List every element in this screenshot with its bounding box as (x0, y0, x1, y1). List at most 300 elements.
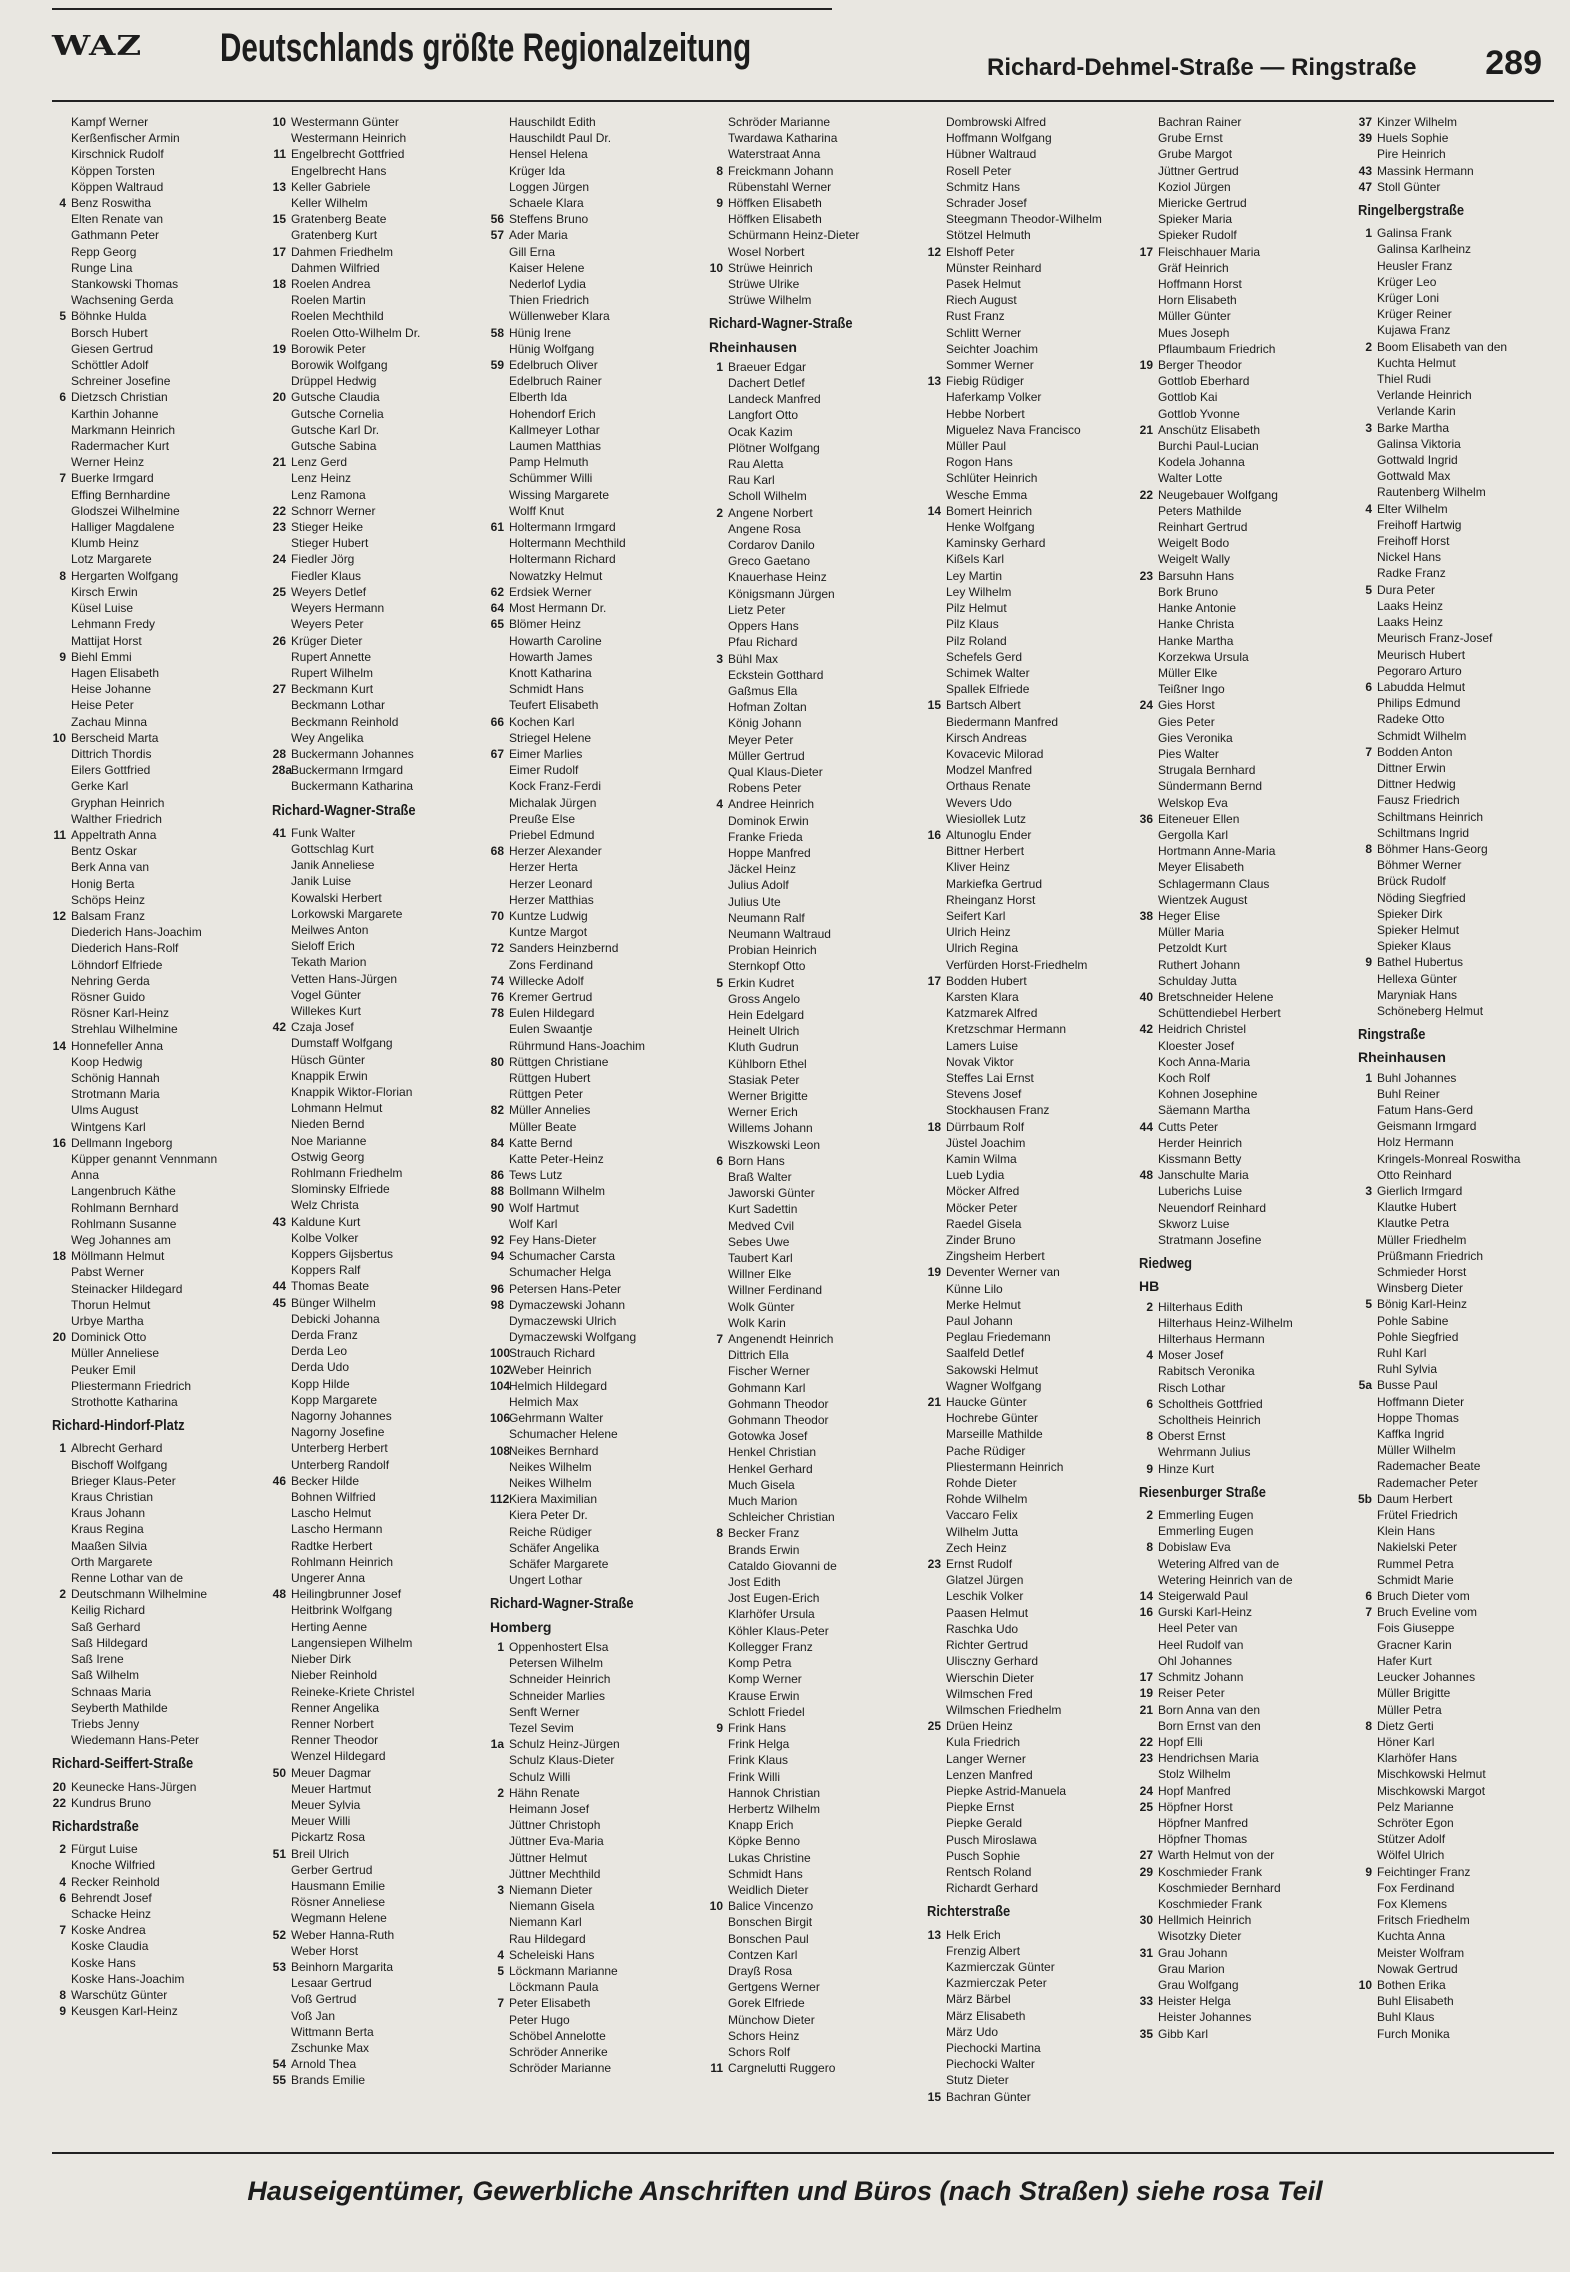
resident-entry (1139, 1315, 1349, 1331)
resident-entry (1358, 873, 1568, 889)
resident-entry (52, 1906, 262, 1922)
resident-name: Koske Claudia (71, 1939, 149, 1954)
resident-name: Warschütz Günter (71, 1987, 168, 2002)
resident-name: Nagorny Josefine (291, 1425, 385, 1440)
house-number (52, 503, 71, 519)
street-heading: Ringelbergstraße (1358, 202, 1465, 220)
resident-name: Renner Theodor (291, 1733, 379, 1748)
resident-name: Hellexa Günter (1377, 971, 1458, 986)
resident-entry (52, 1922, 262, 1938)
house-number (1139, 1331, 1158, 1347)
resident-name: Kundrus Bruno (71, 1795, 152, 1810)
resident-entry (709, 1914, 919, 1930)
resident-entry (1139, 325, 1349, 341)
resident-name: Lamers Luise (946, 1038, 1019, 1053)
house-number (1358, 1685, 1377, 1701)
resident-name: Ostwig Georg (291, 1149, 365, 1164)
house-number (1358, 825, 1377, 841)
house-number (709, 667, 728, 683)
resident-entry (272, 535, 482, 551)
resident-name: Höffken Elisabeth (728, 212, 822, 227)
resident-entry (709, 488, 919, 504)
house-number (709, 211, 728, 227)
resident-entry (927, 292, 1137, 308)
house-number: 4 (1146, 1348, 1153, 1363)
resident-entry (1358, 1880, 1568, 1896)
house-number (1139, 1200, 1158, 1216)
resident-name: Pliestermann Heinrich (946, 1459, 1064, 1474)
house-number (1139, 973, 1158, 989)
resident-entry (272, 938, 482, 954)
house-number: 22 (52, 1795, 66, 1810)
resident-entry (709, 2012, 919, 2028)
resident-name: Modzel Manfred (946, 763, 1033, 778)
resident-name: Rau Hildegard (509, 1931, 586, 1946)
resident-name: Gies Peter (1158, 714, 1215, 729)
house-number: 8 (1146, 1429, 1153, 1444)
resident-entry (490, 1183, 700, 1199)
resident-entry (1139, 1945, 1349, 1961)
house-number (272, 1538, 291, 1554)
resident-name: Elter Wilhelm (1377, 501, 1448, 516)
resident-entry (927, 1815, 1137, 1831)
resident-name: Möllmann Helmut (71, 1249, 165, 1264)
house-number (52, 325, 71, 341)
house-number (52, 1167, 71, 1183)
resident-entry (490, 859, 700, 875)
resident-name: Gutsche Sabina (291, 439, 377, 454)
house-number (927, 195, 946, 211)
resident-name: Saß Wilhelm (71, 1668, 140, 1683)
resident-entry (490, 1232, 700, 1248)
resident-entry (927, 1086, 1137, 1102)
resident-entry (272, 1489, 482, 1505)
resident-name: Plötner Wolfgang (728, 440, 820, 455)
resident-entry (52, 1955, 262, 1971)
resident-entry (52, 811, 262, 827)
resident-name: Bathel Hubertus (1377, 955, 1464, 970)
resident-name: Schulz Heinz-Jürgen (509, 1737, 620, 1752)
resident-entry (490, 1005, 700, 1021)
resident-name: Teufert Elisabeth (509, 698, 599, 713)
house-number (1139, 1412, 1158, 1428)
resident-entry (52, 1732, 262, 1748)
house-number (1139, 2009, 1158, 2025)
house-number: 21 (1139, 1702, 1153, 1717)
house-number (490, 454, 509, 470)
resident-name: Koske Hans-Joachim (71, 1971, 185, 1986)
resident-entry (490, 227, 700, 243)
resident-entry (52, 389, 262, 405)
resident-name: Petersen Hans-Peter (509, 1281, 622, 1296)
house-number: 10 (709, 1899, 723, 1914)
house-number (490, 649, 509, 665)
resident-name: Neikes Wilhelm (509, 1476, 592, 1491)
resident-entry (272, 1392, 482, 1408)
resident-entry (1139, 1702, 1349, 1718)
resident-entry (52, 325, 262, 341)
resident-name: Weigelt Wally (1158, 552, 1231, 567)
resident-entry (1139, 1232, 1349, 1248)
resident-name: Komp Petra (728, 1656, 792, 1671)
house-number (52, 519, 71, 535)
resident-entry (709, 114, 919, 130)
resident-name: Bentz Oskar (71, 844, 138, 859)
resident-name: Verlande Karin (1377, 404, 1456, 419)
house-number (1139, 179, 1158, 195)
resident-entry (1139, 1135, 1349, 1151)
resident-entry (1358, 1523, 1568, 1539)
resident-entry (1358, 1377, 1568, 1393)
resident-name: Brück Rudolf (1377, 874, 1446, 889)
resident-name: März Bärbel (946, 1992, 1011, 2007)
resident-name: Kopp Hilde (291, 1376, 350, 1391)
resident-entry (709, 1315, 919, 1331)
house-number: 18 (52, 1249, 66, 1264)
resident-entry (272, 681, 482, 697)
resident-name: Spallek Elfriede (946, 682, 1030, 697)
resident-name: Piechocki Walter (946, 2057, 1035, 2072)
house-number (52, 341, 71, 357)
resident-entry (1358, 728, 1568, 744)
resident-name: Kolbe Volker (291, 1230, 359, 1245)
resident-entry (52, 1457, 262, 1473)
resident-entry (927, 195, 1137, 211)
resident-entry (272, 244, 482, 260)
house-number (927, 438, 946, 454)
resident-entry (709, 910, 919, 926)
resident-name: Neikes Bernhard (509, 1443, 599, 1458)
house-number (927, 292, 946, 308)
house-number (490, 1394, 509, 1410)
resident-name: Sündermann Bernd (1158, 779, 1263, 794)
resident-entry (927, 1670, 1137, 1686)
resident-name: Honig Berta (71, 876, 135, 891)
house-number: 7 (1365, 1605, 1372, 1620)
resident-name: Hoffmann Horst (1158, 277, 1242, 292)
resident-name: Bruch Eveline vom (1377, 1605, 1478, 1620)
house-number (1358, 1102, 1377, 1118)
house-number (927, 1975, 946, 1991)
resident-name: Seichter Joachim (946, 341, 1039, 356)
resident-entry (272, 1943, 482, 1959)
resident-name: König Johann (728, 716, 802, 731)
house-number: 24 (272, 552, 286, 567)
resident-name: Jüttner Mechthild (509, 1866, 601, 1881)
house-number (52, 1200, 71, 1216)
resident-entry (1358, 420, 1568, 436)
resident-name: Landeck Manfred (728, 392, 821, 407)
resident-entry (1358, 1003, 1568, 1019)
resident-name: Rohlmann Heinrich (291, 1554, 394, 1569)
house-number: 8 (1365, 841, 1372, 856)
house-number (709, 1412, 728, 1428)
house-number (927, 795, 946, 811)
house-number (52, 1054, 71, 1070)
resident-name: Markiefka Gertrud (946, 876, 1043, 891)
resident-name: Bühl Max (728, 651, 779, 666)
resident-entry (1358, 776, 1568, 792)
resident-entry (490, 1882, 700, 1898)
resident-name: Tews Lutz (509, 1168, 563, 1183)
house-number (1358, 258, 1377, 274)
resident-name: Schulz Willi (509, 1769, 571, 1784)
resident-name: Wey Angelika (291, 730, 364, 745)
resident-name: Buerke Irmgard (71, 471, 154, 486)
resident-entry (927, 989, 1137, 1005)
resident-name: Walther Friedrich (71, 811, 162, 826)
house-number (272, 1570, 291, 1586)
resident-name: Dittner Erwin (1377, 760, 1446, 775)
resident-entry (1139, 697, 1349, 713)
resident-entry (490, 1426, 700, 1442)
resident-name: Howarth Caroline (509, 633, 602, 648)
house-number (272, 1359, 291, 1375)
resident-entry (52, 1248, 262, 1264)
resident-entry (1139, 1070, 1349, 1086)
resident-entry (1358, 614, 1568, 630)
house-number (52, 1538, 71, 1554)
resident-name: Robens Peter (728, 781, 802, 796)
house-number (1358, 1961, 1377, 1977)
resident-name: Hanke Christa (1158, 617, 1235, 632)
resident-name: Heister Helga (1158, 1994, 1231, 2009)
resident-entry (1139, 422, 1349, 438)
resident-name: Daum Herbert (1377, 1491, 1453, 1506)
resident-entry (709, 1898, 919, 1914)
house-number (272, 1991, 291, 2007)
house-number (927, 778, 946, 794)
resident-entry (490, 584, 700, 600)
resident-name: Spieker Klaus (1377, 939, 1452, 954)
resident-name: Schöttler Adolf (71, 358, 149, 373)
house-number (52, 1362, 71, 1378)
resident-name: Müller Petra (1377, 1702, 1442, 1717)
resident-entry (927, 503, 1137, 519)
resident-name: Krüger Reiner (1377, 307, 1452, 322)
resident-entry (709, 1639, 919, 1655)
house-number (709, 375, 728, 391)
resident-name: Langenbruch Käthe (71, 1184, 176, 1199)
house-number: 40 (1139, 989, 1153, 1004)
resident-name: Klautke Hubert (1377, 1200, 1457, 1215)
resident-name: Werner Brigitte (728, 1088, 808, 1103)
house-number (709, 894, 728, 910)
resident-name: Hanke Antonie (1158, 601, 1237, 616)
resident-name: Novak Viktor (946, 1054, 1014, 1069)
resident-entry (927, 406, 1137, 422)
resident-entry (52, 1297, 262, 1313)
house-number (709, 1299, 728, 1315)
resident-entry (272, 1651, 482, 1667)
resident-entry (272, 487, 482, 503)
resident-entry (490, 1898, 700, 1914)
resident-name: Julius Adolf (728, 878, 789, 893)
resident-entry (52, 1005, 262, 1021)
house-number (490, 503, 509, 519)
house-number (1358, 1831, 1377, 1847)
resident-name: Gotowka Josef (728, 1429, 808, 1444)
house-number (52, 697, 71, 713)
street-heading: Ringstraße (1358, 1026, 1426, 1044)
house-number (272, 890, 291, 906)
resident-name: Müller Gertrud (728, 748, 805, 763)
resident-name: Laaks Heinz (1377, 598, 1444, 613)
house-number (490, 1914, 509, 1930)
resident-entry (1358, 1248, 1568, 1264)
house-number (52, 551, 71, 567)
resident-name: Bittner Herbert (946, 844, 1025, 859)
resident-entry (709, 1947, 919, 1963)
resident-entry (1358, 1491, 1568, 1507)
resident-name: Beckmann Lothar (291, 698, 386, 713)
house-number (1358, 1442, 1377, 1458)
resident-entry (52, 1102, 262, 1118)
resident-name: Leschik Volker (946, 1589, 1024, 1604)
house-number (709, 1461, 728, 1477)
resident-entry (52, 1602, 262, 1618)
resident-name: Pamp Helmuth (509, 455, 589, 470)
resident-entry (927, 1927, 1137, 1943)
resident-entry (927, 1686, 1137, 1702)
resident-entry (927, 1232, 1137, 1248)
house-number: 7 (1365, 744, 1372, 759)
house-number (1139, 114, 1158, 130)
house-number: 96 (490, 1281, 504, 1296)
resident-entry (1139, 827, 1349, 843)
house-number (1139, 1363, 1158, 1379)
resident-entry (490, 1655, 700, 1671)
resident-name: Weyers Detlef (291, 584, 367, 599)
resident-entry (490, 1947, 700, 1963)
house-number (490, 811, 509, 827)
resident-name: Schönig Hannah (71, 1070, 160, 1085)
resident-name: Schnorr Werner (291, 503, 376, 518)
house-number: 68 (490, 844, 504, 859)
resident-name: Dahmen Friedhelm (291, 244, 394, 259)
house-number (709, 1039, 728, 1055)
house-number (1139, 1718, 1158, 1734)
resident-entry (52, 1021, 262, 1037)
resident-entry (1358, 1556, 1568, 1572)
house-number: 16 (52, 1135, 66, 1150)
resident-entry (272, 470, 482, 486)
resident-entry (490, 1979, 700, 1995)
house-number (927, 260, 946, 276)
house-number (1358, 760, 1377, 776)
resident-name: Schmidt Wilhelm (1377, 728, 1467, 743)
resident-entry (1139, 1653, 1349, 1669)
resident-name: Meyer Elisabeth (1158, 860, 1245, 875)
house-number (52, 1473, 71, 1489)
house-number (272, 487, 291, 503)
resident-name: Runge Lina (71, 260, 133, 275)
house-number (1139, 616, 1158, 632)
resident-name: Kiera Peter Dr. (509, 1508, 588, 1523)
street-heading: Richard-Hindorf-Platz (52, 1417, 185, 1435)
resident-entry (1358, 1264, 1568, 1280)
resident-name: Krause Erwin (728, 1688, 800, 1703)
resident-name: Oppers Hans (728, 619, 799, 634)
resident-entry (272, 373, 482, 389)
house-number (927, 1943, 946, 1959)
house-number (1358, 1896, 1377, 1912)
resident-name: Nöding Siegfried (1377, 890, 1466, 905)
resident-entry (490, 1785, 700, 1801)
resident-entry (709, 1688, 919, 1704)
page-header (52, 22, 1548, 96)
house-number (52, 1297, 71, 1313)
resident-name: Frink Hans (728, 1720, 787, 1735)
resident-entry (1139, 1412, 1349, 1428)
resident-entry (272, 633, 482, 649)
resident-name: Komp Werner (728, 1672, 802, 1687)
house-number: 45 (272, 1295, 286, 1310)
resident-entry (1139, 438, 1349, 454)
resident-name: Hebbe Norbert (946, 406, 1025, 421)
resident-name: Kinzer Wilhelm (1377, 115, 1458, 129)
resident-name: Hauschildt Edith (509, 115, 596, 129)
resident-entry (490, 1021, 700, 1037)
resident-entry (490, 179, 700, 195)
resident-name: Gerke Karl (71, 779, 129, 794)
resident-name: Schleicher Christian (728, 1510, 835, 1525)
house-number (927, 859, 946, 875)
resident-entry (709, 456, 919, 472)
house-number (927, 1475, 946, 1491)
resident-name: Müller Elke (1158, 665, 1218, 680)
house-number (490, 2060, 509, 2076)
house-number (927, 454, 946, 470)
house-number (709, 1266, 728, 1282)
house-number (927, 649, 946, 665)
resident-entry (709, 1963, 919, 1979)
house-number (272, 1619, 291, 1635)
house-number (490, 341, 509, 357)
resident-entry (52, 1378, 262, 1394)
resident-name: Kaminsky Gerhard (946, 536, 1046, 551)
house-number: 6 (1365, 679, 1372, 694)
resident-entry (927, 859, 1137, 875)
house-number (272, 1943, 291, 1959)
house-number (272, 1376, 291, 1392)
house-number (272, 1003, 291, 1019)
resident-name: Meuer Sylvia (291, 1797, 361, 1812)
house-number (1358, 146, 1377, 162)
resident-name: Kraus Christian (71, 1490, 154, 1505)
house-number (1139, 681, 1158, 697)
resident-entry (927, 973, 1137, 989)
resident-name: Wagner Wolfgang (946, 1378, 1042, 1393)
resident-name: Nederlof Lydia (509, 277, 586, 292)
resident-entry (272, 568, 482, 584)
house-number (52, 600, 71, 616)
house-number (272, 922, 291, 938)
resident-entry (490, 1572, 700, 1588)
resident-entry (272, 114, 482, 130)
resident-name: Höffken Elisabeth (728, 196, 822, 211)
resident-name: Herder Heinrich (1158, 1135, 1243, 1150)
house-number (272, 1311, 291, 1327)
house-number (1358, 1750, 1377, 1766)
resident-entry (272, 1732, 482, 1748)
house-number (1139, 827, 1158, 843)
resident-entry (490, 1507, 700, 1523)
resident-entry (490, 1459, 700, 1475)
house-number (1139, 1151, 1158, 1167)
resident-name: Becker Hilde (291, 1473, 360, 1488)
resident-entry (1139, 470, 1349, 486)
